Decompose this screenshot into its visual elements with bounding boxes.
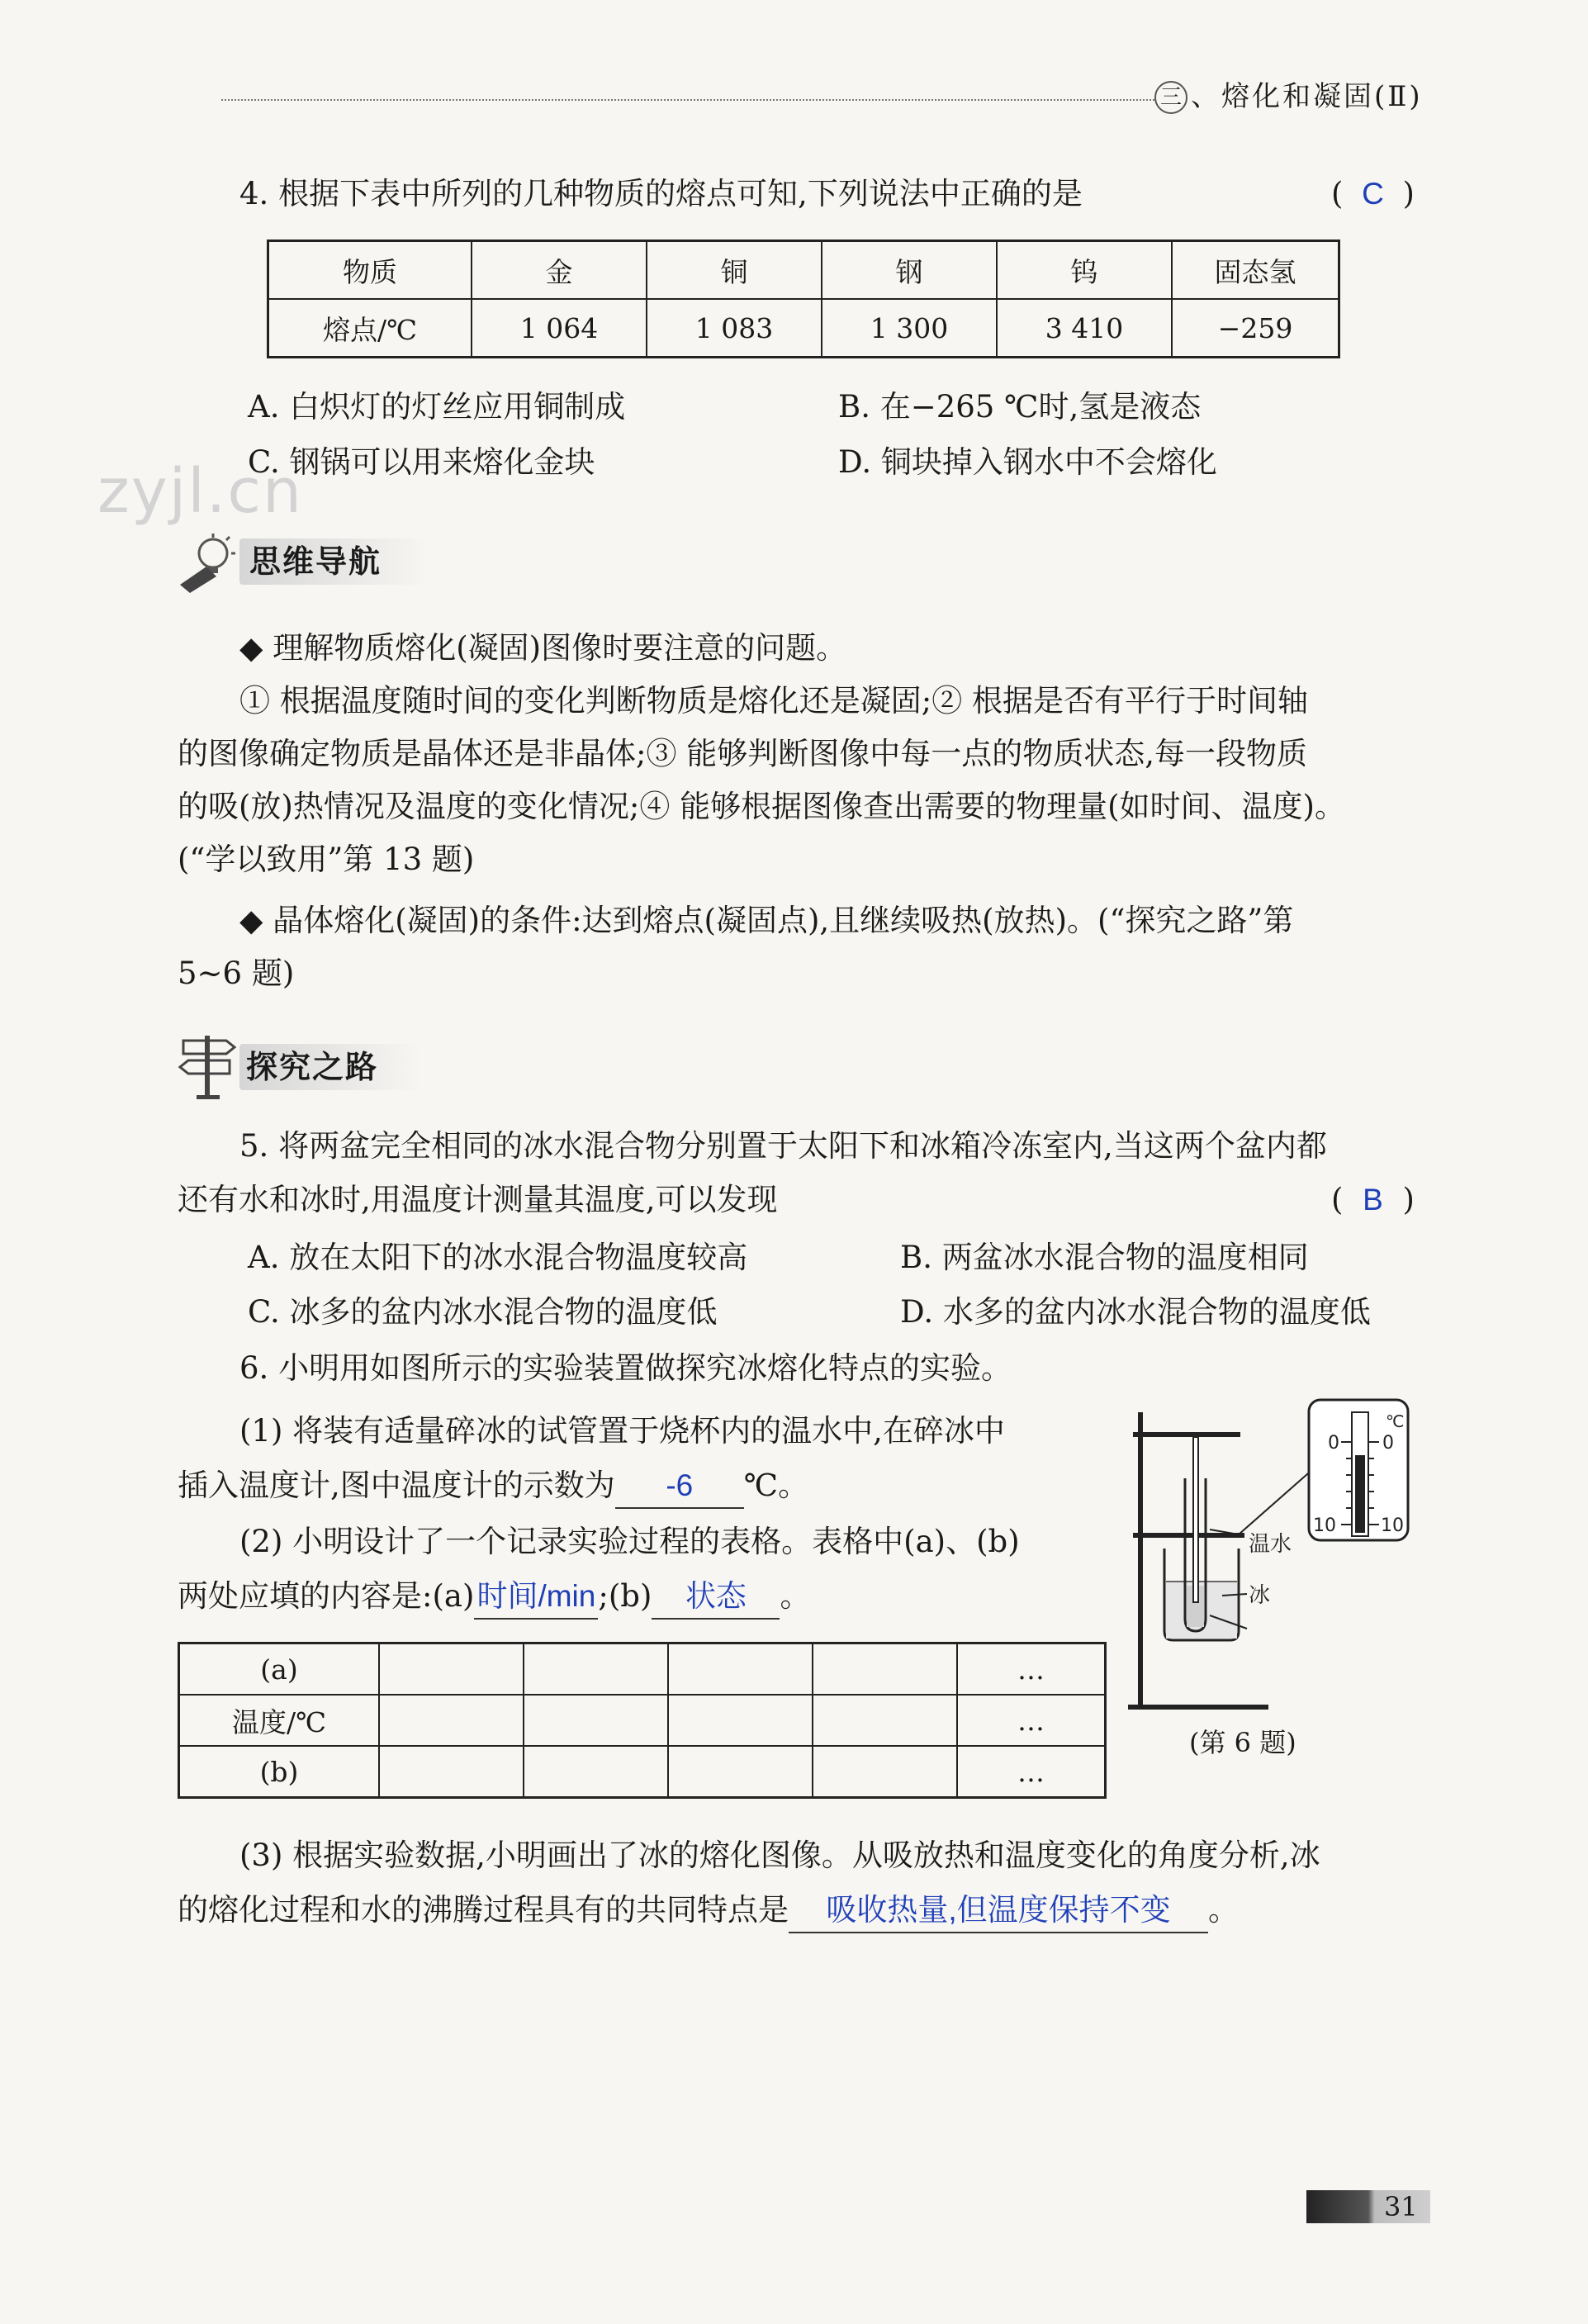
- table-cell: 物质: [268, 241, 472, 300]
- table-cell: [813, 1746, 957, 1798]
- q6-part1-line: [178, 1458, 808, 1513]
- table-cell: [524, 1695, 668, 1746]
- q5-option-a: A. 放在太阳下的冰水混合物温度较高: [248, 1240, 748, 1275]
- table-cell: 钨: [997, 241, 1172, 300]
- figure-caption: (第 6 题): [1189, 1727, 1296, 1758]
- q4-answer-bracket: ( C ): [1331, 167, 1415, 221]
- q5-option-c: C. 冰多的盆内冰水混合物的温度低: [248, 1294, 718, 1330]
- q6-answer-2a: 时间/min: [474, 1575, 598, 1620]
- tick-label-0-left: 0: [1328, 1433, 1339, 1454]
- guide-line: ◆ 晶体熔化(凝固)的条件:达到熔点(凝固点),且继续吸热(放热)。(“探究之路”第: [239, 903, 1294, 938]
- guide-line: 的吸(放)热情况及温度的变化情况;④ 能够根据图像查出需要的物理量(如时间、温度)。: [178, 789, 1345, 824]
- chapter-title: 、熔化和凝固(Ⅱ): [1191, 80, 1423, 113]
- q4-option-a: A. 白炽灯的灯丝应用铜制成: [248, 389, 626, 424]
- q6-answer-3: 吸收热量,但温度保持不变: [789, 1889, 1208, 1933]
- q4-stem: 4. 根据下表中所列的几种物质的熔点可知,下列说法中正确的是: [239, 176, 1083, 211]
- q6-answer-2b: 状态: [652, 1575, 780, 1620]
- q6-part2-text: 两处应填的内容是:(a): [178, 1578, 475, 1614]
- q6-part3-end: 。: [1208, 1892, 1239, 1928]
- q5-option-b: B. 两盆冰水混合物的温度相同: [900, 1240, 1309, 1275]
- table-cell: (a): [179, 1643, 380, 1696]
- thermometer: [1193, 1437, 1198, 1602]
- table-cell: 1 300: [822, 299, 997, 358]
- table-row: [179, 1643, 1106, 1696]
- table-cell: [524, 1746, 668, 1798]
- q6-answer-1: -6: [615, 1464, 744, 1509]
- lower-clamp: [1133, 1533, 1244, 1538]
- signpost-icon: [175, 1029, 241, 1100]
- table-cell: [813, 1695, 957, 1746]
- table-cell: 金: [472, 241, 647, 300]
- guide-line: ◆ 理解物质熔化(凝固)图像时要注意的问题。: [239, 630, 847, 666]
- q5-answer: B: [1363, 1183, 1383, 1217]
- table-cell: 钢: [822, 241, 997, 300]
- table-cell: 3 410: [997, 299, 1172, 358]
- page-number: 31: [1384, 2191, 1418, 2222]
- guide-heading: 思维导航: [249, 543, 382, 580]
- tick-label-10-left: 10: [1313, 1515, 1336, 1536]
- q4-option-b: B. 在−265 ℃时,氢是液态: [838, 389, 1202, 424]
- guide-line: 的图像确定物质是晶体还是非晶体;③ 能够判断图像中每一点的物质状态,每一段物质: [178, 736, 1307, 771]
- record-table: [178, 1642, 1107, 1799]
- q4-option-d: D. 铜块掉入钢水中不会熔化: [838, 444, 1217, 480]
- table-cell: [379, 1643, 524, 1696]
- warm-water-label: 温水: [1249, 1532, 1292, 1557]
- table-cell: 固态氢: [1172, 241, 1339, 300]
- watermark: zyjl.cn: [97, 456, 303, 527]
- section-number-mark: 三: [1154, 81, 1187, 114]
- q6-part1-text: 插入温度计,图中温度计的示数为: [178, 1468, 615, 1503]
- q5-stem-line: 还有水和冰时,用温度计测量其温度,可以发现: [178, 1182, 778, 1217]
- tick-label-0-right: 0: [1382, 1433, 1394, 1454]
- q5-option-d: D. 水多的盆内冰水混合物的温度低: [900, 1294, 1371, 1330]
- q6-part3-text: 的熔化过程和水的沸腾过程具有的共同特点是: [178, 1892, 789, 1928]
- table-cell: [668, 1746, 813, 1798]
- upper-clamp: [1133, 1432, 1240, 1437]
- table-cell: 熔点/℃: [268, 299, 472, 358]
- tick-label-10-right: 10: [1381, 1515, 1404, 1536]
- q6-part2-line: [178, 1569, 810, 1624]
- thinking-lightbulb-icon: [173, 530, 239, 596]
- q6-part2-sep: ;(b): [598, 1578, 652, 1614]
- table-row: [268, 299, 1339, 358]
- stand-rod: [1138, 1412, 1143, 1708]
- q6-part3-line: (3) 根据实验数据,小明画出了冰的熔化图像。从吸放热和温度变化的角度分析,冰: [239, 1838, 1320, 1873]
- ice-label: 冰: [1249, 1583, 1271, 1608]
- table-cell: [668, 1695, 813, 1746]
- guide-line: (“学以致用”第 13 题): [178, 842, 475, 877]
- table-cell: 温度/℃: [179, 1695, 380, 1746]
- apparatus-figure: [1123, 1396, 1420, 1726]
- q6-unit: ℃。: [743, 1468, 809, 1503]
- table-cell: 1 083: [647, 299, 822, 358]
- table-cell: …: [957, 1695, 1106, 1746]
- table-cell: [379, 1746, 524, 1798]
- q5-stem-line: 5. 将两盆完全相同的冰水混合物分别置于太阳下和冰箱冷冻室内,当这两个盆内都: [239, 1128, 1327, 1164]
- table-row: [179, 1695, 1106, 1746]
- table-cell: 铜: [647, 241, 822, 300]
- guide-line: 5~6 题): [178, 956, 295, 991]
- q6-part2-line: (2) 小明设计了一个记录实验过程的表格。表格中(a)、(b): [239, 1524, 1020, 1559]
- table-cell: …: [957, 1746, 1106, 1798]
- table-cell: [813, 1643, 957, 1696]
- q6-part2-end: 。: [780, 1578, 811, 1614]
- table-cell: [668, 1643, 813, 1696]
- guide-line: ① 根据温度随时间的变化判断物质是熔化还是凝固;② 根据是否有平行于时间轴: [239, 683, 1308, 719]
- table-cell: …: [957, 1643, 1106, 1696]
- q4-option-c: C. 钢锅可以用来熔化金块: [248, 444, 595, 480]
- q4-answer: C: [1362, 177, 1384, 211]
- thermo-unit-label: ℃: [1386, 1411, 1405, 1431]
- header-rule: [221, 99, 1154, 101]
- table-cell: 1 064: [472, 299, 647, 358]
- q6-stem: 6. 小明用如图所示的实验装置做探究冰熔化特点的实验。: [239, 1350, 1012, 1386]
- table-row: [268, 241, 1339, 300]
- melting-point-table: [267, 240, 1340, 358]
- table-cell: [524, 1643, 668, 1696]
- q6-part1-line: (1) 将装有适量碎冰的试管置于烧杯内的温水中,在碎冰中: [239, 1413, 1005, 1449]
- table-row: [179, 1746, 1106, 1798]
- table-cell: (b): [179, 1746, 380, 1798]
- table-cell: −259: [1172, 299, 1339, 358]
- stand-base: [1128, 1705, 1268, 1710]
- table-cell: [379, 1695, 524, 1746]
- explore-heading: 探究之路: [246, 1049, 379, 1085]
- q6-part3-line: [178, 1883, 1239, 1937]
- q5-answer-bracket: ( B ): [1331, 1173, 1415, 1227]
